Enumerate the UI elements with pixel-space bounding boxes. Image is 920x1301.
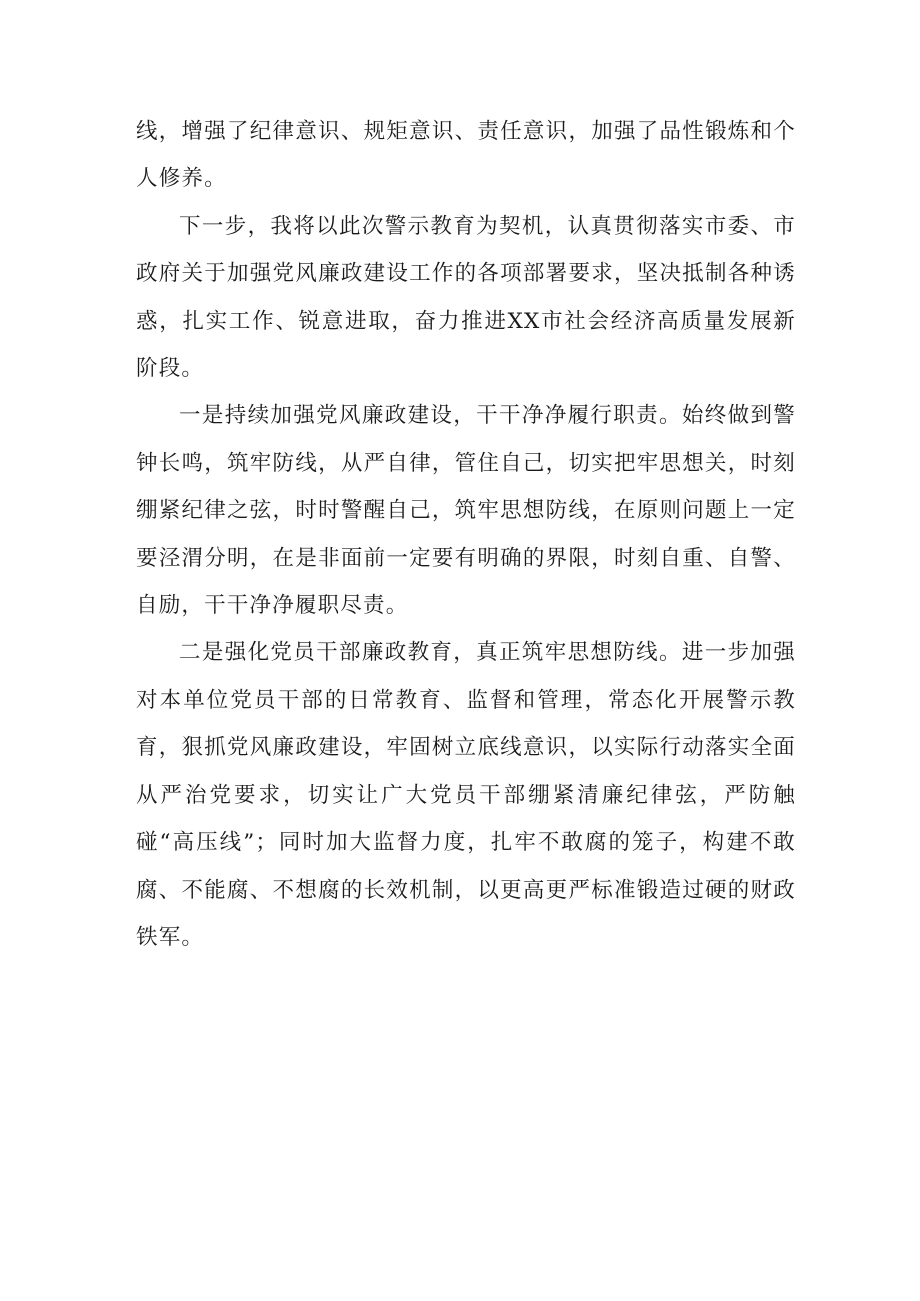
- paragraph-3: 一是持续加强党风廉政建设，干干净净履行职责。始终做到警钟长鸣，筑牢防线，从严自律，管住自己，切实把牢思想关，时刻绷紧纪律之弦，时时警醒自己，筑牢思想防线，在原则问题上一定要泾渭分明，在是非面前一定要有明确的界限，时刻自重、自警、自励，干干净净履职尽责。: [136, 403, 796, 619]
- document-body: [136, 108, 796, 961]
- paragraph-1: 线，增强了纪律意识、规矩意识、责任意识，加强了品性锻炼和个人修养。: [136, 119, 796, 192]
- paragraph-2: 下一步，我将以此次警示教育为契机，认真贯彻落实市委、市政府关于加强党风廉政建设工作的各项部署要求，坚决抵制各种诱惑，扎实工作、锐意进取，奋力推进XX市社会经济高质量发展新阶段。: [136, 213, 796, 382]
- paragraph-4: 二是强化党员干部廉政教育，真正筑牢思想防线。进一步加强对本单位党员干部的日常教育、监督和管理，常态化开展警示教育，狠抓党风廉政建设，牢固树立底线意识，以实际行动落实全面从严治党要求，切实让广大党员干部绷紧清廉纪律弦，严防触碰“高压线”；同时加大监督力度，扎牢不敢腐的笼子，构建不敢腐、不能腐、不想腐的长效机制，以更高更严标准锻造过硬的财政铁军。: [136, 640, 796, 950]
